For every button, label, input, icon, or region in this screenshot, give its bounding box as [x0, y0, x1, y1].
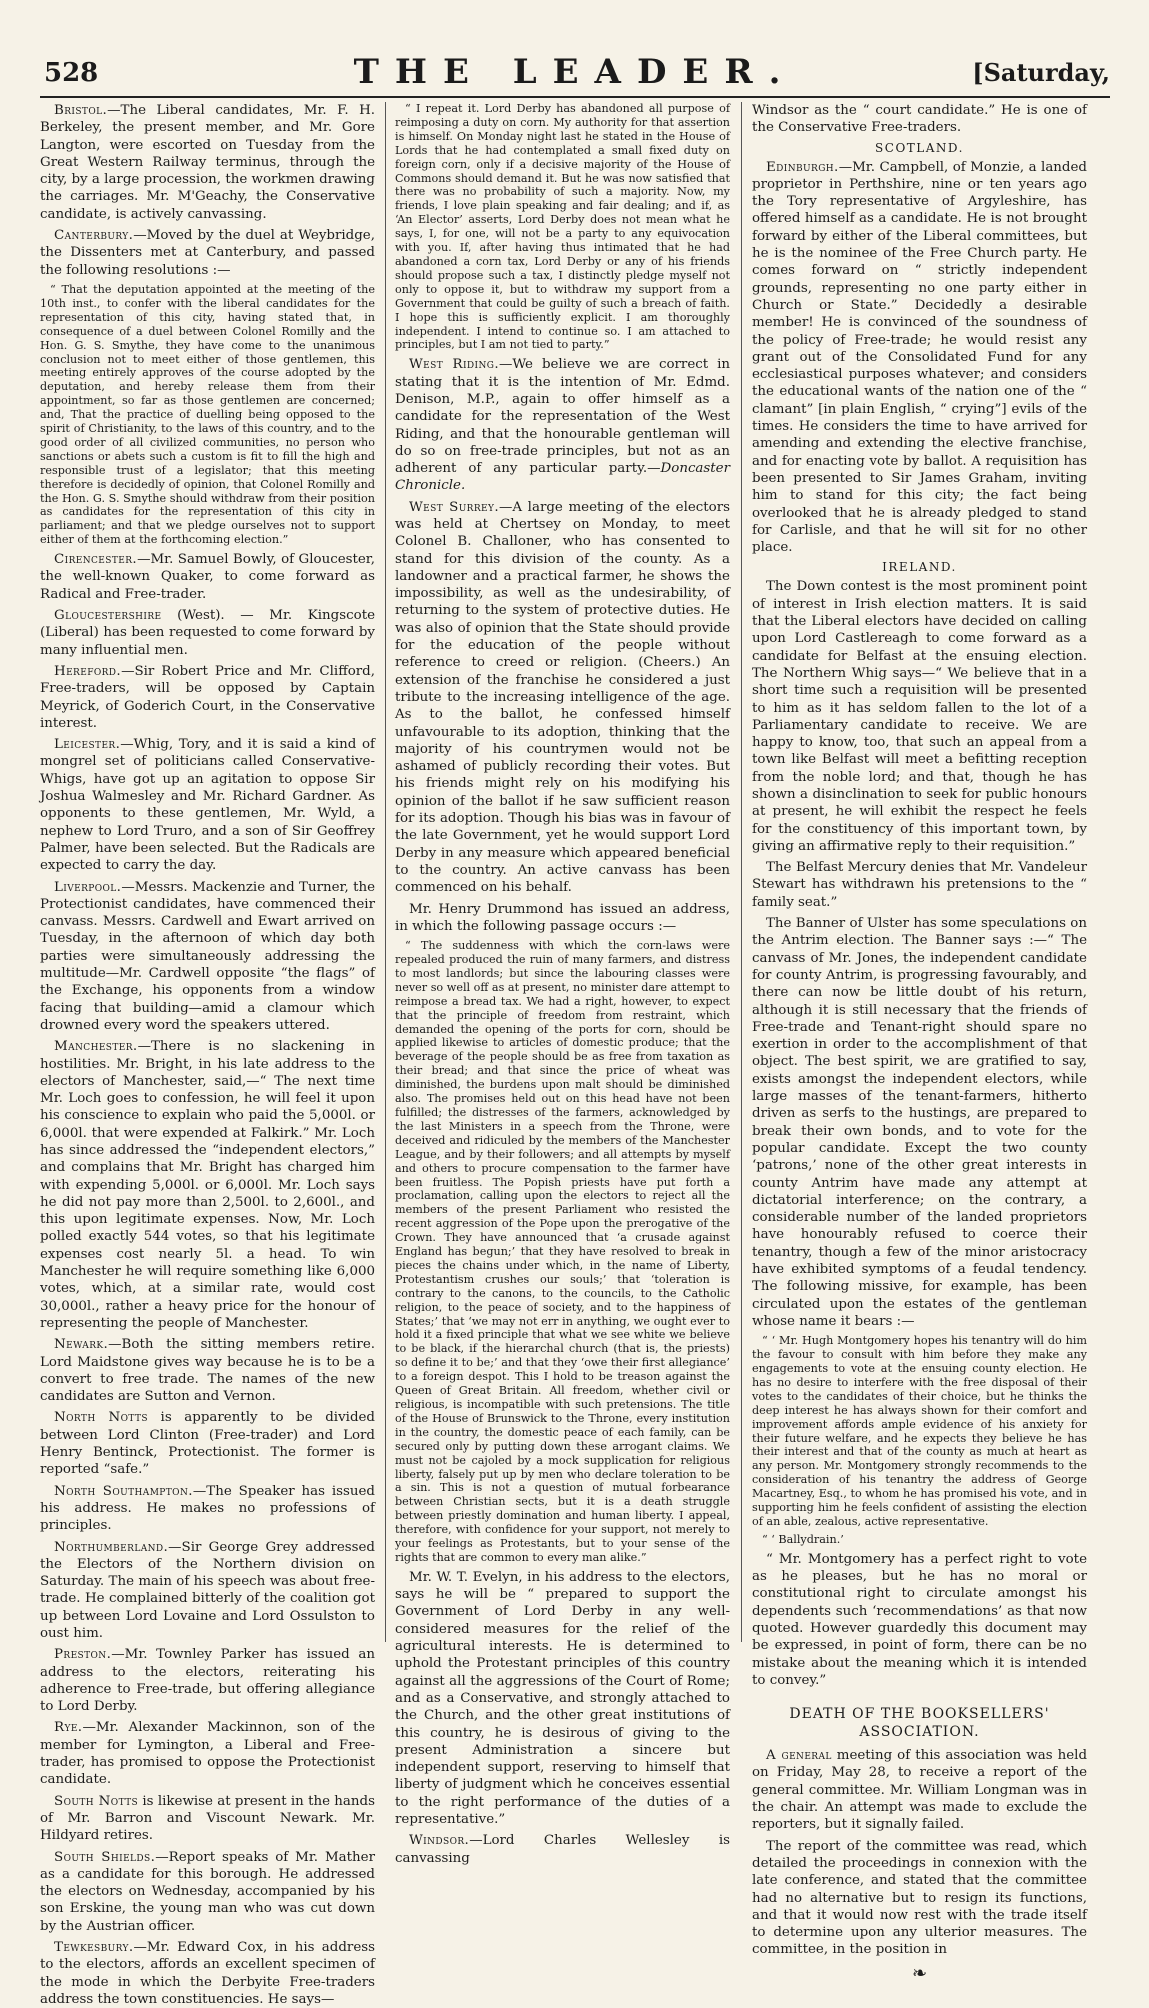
paragraph	[395, 356, 730, 494]
paragraph-text: —The Speaker has issued his address. He makes no professions of principles.	[40, 1483, 375, 1534]
paragraph-lead: Hereford.	[54, 663, 122, 679]
paragraph-text: is apparently to be divided between Lord Clinton (Free-trader) and Lord Henry Bentinck, Protectionist. The former is reported “safe.”	[40, 1410, 376, 1478]
paragraph-text: —Sir Robert Price and Mr. Clifford, Free-traders, will be opposed by Captain Meyrick, of Goderich Court, in the Conservative interest.	[40, 663, 375, 731]
paragraph-lead: Windsor.	[409, 1833, 470, 1849]
fleuron-ornament: ❧	[911, 1962, 928, 1984]
paragraph-lead: Edinburgh.	[766, 159, 839, 175]
paragraph-lead: Preston.	[54, 1647, 112, 1663]
paragraph	[752, 1838, 1087, 1959]
section-heading: SCOTLAND.	[875, 140, 964, 155]
quoted-passage: “ ‘ Ballydrain.’	[762, 1532, 844, 1546]
paragraph	[752, 859, 1087, 911]
newspaper-title: THE LEADER.	[353, 52, 797, 92]
paragraph-lead: West Surrey.	[409, 499, 499, 515]
paragraph-text: —There is no slackening in hostilities. Mr. Bright, in his late address to the electors of Manchester, said,—“ The next time Mr. Loch goes to confession, he will feel it upon his conscience to explain who paid the 5,000l. or 6,000l. that were expended at Falkirk.” Mr. Loch has since addressed the “independent electors,” and complains that Mr. Bright has charged him with expending 5,000l. or 6,000l. Mr. Loch says he did not pay more than 2,500l. to 2,600l., and this upon legitimate expenses. Now, Mr. Loch polled exactly 544 votes, so that his legitimate expenses cost nearly 5l. a head. To win Manchester he will require something like 6,000 votes, which, at a similar rate, would cost 30,000l., rather a heavy price for the honour of representing the people of Manchester.	[40, 1039, 375, 1331]
paragraph	[395, 1832, 730, 1867]
paragraph-text: —Mr. Campbell, of Monzie, a landed proprietor in Perthshire, nine or ten years ago the Tory representative of Argyleshire, has offered himself as a candidate. He is not brought forward by either of the Liberal committees, but he is the nominee of the Free Church party. He comes forward on “ strictly independent grounds, representing no one party either in Church or State.” Decidedly a desirable member! He is convinced of the soundness of the policy of Free-trade; he would resist any grant out of the Consolidated Fund for any ecclesiastical purposes whatever; and considers the educational wants of the nation one of the “ clamant” [in plain English, “ crying”] evils of the times. He considers the time to have arrived for amending and extending the elective franchise, and for enacting vote by ballot. A requisition has been presented to Sir James Graham, inviting him to stand for this city; the fact being overlooked that he is already pledged to stand for Carlisle, and that he will sit for no other place.	[752, 159, 1087, 556]
paragraph	[752, 915, 1087, 1330]
paragraph	[40, 102, 375, 223]
paragraph-lead: North Notts	[54, 1410, 148, 1426]
paragraph	[40, 1038, 375, 1332]
paragraph	[40, 607, 375, 659]
paragraph	[40, 1646, 375, 1715]
paragraph-text: —Both the sitting members retire. Lord Maidstone gives way because he is to be a convert to free trade. The names of the new candidates are Sutton and Vernon.	[40, 1337, 375, 1405]
column-3	[752, 102, 1088, 1984]
paragraph	[752, 1747, 1087, 1833]
paragraph-text: —A large meeting of the electors was held at Chertsey on Monday, to meet Colonel B. Challoner, who has consented to stand for this division of the county. As a landowner and a practical farmer, he shows the impossibility, as well as the undesirability, of returning to the system of protective duties. He was also of opinion that the State should provide for the education of the people without reference to creed or religion. (Cheers.) An extension of the franchise he considered a just tribute to the increasing intelligence of the age. As to the ballot, he confessed himself unfavourable to its adoption, thinking that the majority of his countrymen would not be ashamed of publicly recording their votes. But his friends might rely on his modifying his opinion of the ballot if he saw sufficient reason for its adoption. Though his bias was in favour of the late Government, yet he would support Lord Derby in any measure which appeared beneficial to the country. An active canvass has been commenced on his behalf.	[395, 499, 730, 896]
paragraph-lead: Northumberland.	[54, 1539, 169, 1555]
quoted-passage: “ I repeat it. Lord Derby has abandoned all purpose of reimposing a duty on corn. My authority for that assertion is himself. On Monday night last he stated in the House of Lords that he had contemplated a small fixed duty on foreign corn, only if a decisive majority of the House of Commons should demand it. But he was now satisfied that there was no probability of such a majority. Now, my friends, I love plain speaking and fair dealing; and if, as ‘An Elector’ asserts, Lord Derby does not mean what he says, I, for one, will not be a party to any equivocation with you. If, after having thus intimated that he had abandoned a corn tax, Lord Derby or any of his friends should propose such a tax, I distinctly pledge myself not only to oppose it, but to withdraw my support from a Government that could be guilty of such a breach of faith. I hope this is sufficiently explicit. I am thoroughly independent. I intend to continue so. I am attached to principles, but I am not tied to party.”	[395, 102, 730, 352]
paragraph-lead: West Riding.	[409, 357, 499, 373]
masthead	[40, 50, 1110, 100]
paragraph	[40, 227, 375, 279]
paragraph-text: (West). — Mr. Kingscote (Liberal) has been requested to come forward by many influential men.	[40, 608, 375, 658]
paragraph	[40, 1793, 375, 1845]
article-heading: DEATH OF THE BOOKSELLERS' ASSOCIATION.	[789, 1706, 1050, 1741]
paragraph-text: —Whig, Tory, and it is said a kind of mongrel set of politicians called Conservative-Whigs, have got up an agitation to oppose Sir Joshua Walmesley and Mr. Richard Gardner. As opponents to these gentlemen, Mr. Wyld, a nephew to Lord Truro, and a son of Sir Geoffrey Palmer, have been selected. But the Radicals are expected to carry the day.	[40, 737, 375, 874]
paragraph-lead: Tewkesbury.	[54, 1940, 134, 1956]
paragraph-text: Mr. Henry Drummond has issued an address, in which the following passage occurs :—	[395, 901, 730, 934]
paragraph-lead: Rye.	[54, 1720, 83, 1736]
paragraph-lead: Leicester.	[54, 737, 121, 753]
paragraph	[40, 1539, 375, 1643]
quoted-passage: “ ‘ Mr. Hugh Montgomery hopes his tenantry will do him the favour to consult with him before they make any engagements to vote at the ensuing county election. He has no desire to interfere with the free disposal of their votes to the candidates of their choice, but he thinks the deep interest he has always shown for their comfort and improvement affords ample evidence of his anxiety for their future welfare, and he expects they believe he has their interest and that of the county as much at heart as any person. Mr. Montgomery strongly recommends to the consideration of his tenantry the address of George Macartney, Esq., to whom he has promised his vote, and in supporting him he feels confident of assisting the election of an able, zealous, active representative.	[752, 1334, 1087, 1528]
paragraph	[40, 1719, 375, 1788]
paragraph-text: —Mr. Alexander Mackinnon, son of the member for Lymington, a Liberal and Free-trader, has promised to oppose the Protectionist candidate.	[40, 1720, 375, 1788]
paragraph-lead: Liverpool.	[54, 879, 122, 895]
paragraph-lead: Newark.	[54, 1337, 109, 1353]
column-divider	[741, 102, 742, 1642]
paragraph-text: The Belfast Mercury denies that Mr. Vandeleur Stewart has withdrawn his pretensions to the “ family seat.”	[752, 860, 1087, 910]
paragraph	[752, 578, 1087, 855]
paragraph-lead: North Southampton.	[54, 1483, 193, 1499]
column-2	[395, 102, 731, 1866]
paragraph-text: —Mr. Townley Parker has issued an address to the electors, reiterating his adherence to Free-trade, but offering allegiance to Lord Derby.	[40, 1647, 375, 1715]
column-divider	[385, 102, 386, 1642]
paragraph-text: —Lord Charles Wellesley is canvassing	[395, 1833, 730, 1866]
issue-day: [Saturday,	[972, 58, 1110, 87]
paragraph-text: meeting of this association was held on Friday, May 28, to receive a report of the general committee. Mr. William Longman was in the chair. An attempt was made to exclude the reporters, but it signally failed.	[752, 1748, 1088, 1833]
paragraph	[752, 102, 1087, 137]
paragraph	[40, 879, 375, 1035]
paragraph	[752, 159, 1087, 557]
paragraph-lead: A general	[766, 1748, 832, 1764]
paragraph-text: The report of the committee was read, which detailed the proceedings in connexion with the late conference, and stated that the committee had no alternative but to resign its functions, and that it would now rest with the trade itself to determine upon any ulterior measures. The committee, in the position in	[752, 1838, 1087, 1958]
paragraph-lead: Gloucestershire	[54, 608, 162, 624]
paragraph-lead: Cirencester.	[54, 552, 138, 568]
paragraph	[395, 901, 730, 936]
paragraph	[40, 1336, 375, 1405]
paragraph-text: Windsor as the “ court candidate.” He is one of the Conservative Free-traders.	[752, 103, 1087, 136]
paragraph	[395, 499, 730, 897]
paragraph-lead: Bristol.	[54, 103, 108, 118]
paragraph-text: The Banner of Ulster has some speculations on the Antrim election. The Banner says :—“ The canvass of Mr. Jones, the independent candidate for county Antrim, is progressing favourably, and there can now be little doubt of his return, although it is still necessary that the friends of Free-trade and Tenant-right should spare no exertion in order to the accomplishment of that object. The best spirit, we are gratified to say, exists amongst the independent electors, while large masses of the tenant-farmers, hitherto driven as serfs to the hustings, are prepared to break their own bonds, and to vote for the popular candidate. Except the two county ‘patrons,’ none of the other great interests in county Antrim have made any attempt at dictatorial interference; on the contrary, a considerable number of the landed proprietors have honourably refused to coerce their tenantry, though a few of the minor aristocracy have exhibited symptoms of a feudal tendency. The following missive, for example, has been circulated upon the estates of the gentleman whose name it bears :—	[752, 916, 1087, 1329]
paragraph	[40, 663, 375, 732]
paragraph	[395, 1569, 730, 1828]
paragraph-text: —We believe we are correct in stating that it is the intention of Mr. Edmd. Denison, M.P., again to offer himself as a candidate for the representation of the West Riding, and that the honourable gentleman will do so on free-trade principles, but not as an adherent of any particular party.—	[395, 357, 731, 477]
section-heading: IRELAND.	[882, 560, 957, 575]
column-1	[40, 102, 376, 2007]
paragraph	[40, 1409, 375, 1478]
page-number: 528	[44, 58, 99, 88]
paragraph	[40, 551, 375, 603]
paragraph-lead: South Shields.	[54, 1849, 156, 1865]
paragraph-text: is likewise at present in the hands of Mr. Barron and Viscount Newark. Mr. Hildyard retires.	[40, 1793, 375, 1844]
paragraph-text: —Report speaks of Mr. Mather as a candidate for this borough. He addressed the electors on Wednesday, accompanied by his son Erskine, the young man who was cut down by the Austrian officer.	[40, 1849, 375, 1934]
paragraph	[752, 1551, 1087, 1689]
masthead-rule	[40, 96, 1110, 98]
paragraph-text: Mr. W. T. Evelyn, in his address to the electors, says he will be “ prepared to support the Government of Lord Derby in any well-considered measures for the relief of the agricultural interests. He is determined to uphold the Protestant principles of this country against all the aggressions of the Court of Rome; and as a Conservative, and strongly attached to the Church, and the other great institutions of this country, he is desirous of giving to the present Administration a sincere but independent support, reserving to himself that liberty of judgment which he conceives essential to the right performance of the duties of a representative.”	[395, 1569, 730, 1828]
article-columns	[40, 102, 1115, 2007]
source-citation: Doncaster Chronicle.	[395, 461, 730, 494]
paragraph-lead: Manchester.	[54, 1039, 138, 1055]
paragraph-text: The Down contest is the most prominent point of interest in Irish election matters. It is said that the Liberal electors have decided on calling upon Lord Castlereagh to come forward as a candidate for Belfast at the ensuing election. The Northern Whig says—“ We believe that in a short time such a requisition will be presented to him as it has seldom fallen to the lot of a Parliamentary candidate to receive. We are happy to know, too, that such an appeal from a town like Belfast will meet a befitting reception from the noble lord; and that, though he has shown a disinclination to seek for public honours at present, he will exhibit the respect he feels for the constituency of this important town, by giving an affirmative reply to their requisition.”	[752, 579, 1087, 854]
paragraph	[40, 1939, 375, 2008]
paragraph-lead: South Notts	[54, 1793, 139, 1809]
paragraph-text: —Mr. Edward Cox, in his address to the electors, affords an excellent specimen of the mode in which the Derbyite Free-traders address the town constituencies. He says—	[40, 1940, 375, 2007]
paragraph-lead: Canterbury.	[54, 228, 134, 244]
paragraph-text: “ Mr. Montgomery has a perfect right to vote as he pleases, but he has no moral or constitutional right to circulate amongst his dependents such ‘recommendations’ as that now quoted. However guardedly this document may be expressed, in point of form, there can be no mistake about the meaning which it is intended to convey.”	[752, 1551, 1087, 1688]
quoted-passage: “ That the deputation appointed at the meeting of the 10th inst., to confer with the liberal candidates for the representation of this city, having stated that, in consequence of a duel between Colonel Romilly and the Hon. G. S. Smythe, they have come to the unanimous conclusion not to meet either of those gentlemen, this meeting entirely approves of the course adopted by the deputation, and hereby release them from their appointment, so far as those gentlemen are concerned; and, That the practice of duelling being opposed to the spirit of Christianity, to the laws of this country, and to the good order of all civilized communities, no person who sanctions or abets such a custom is fit to fill the high and responsible trust of a legislator; that this meeting therefore is decidedly of opinion, that Colonel Romilly and the Hon. G. S. Smythe should withdraw from their position as candidates for the representation of this city in parliament; and that we pledge ourselves not to support either of them at the forthcoming election.”	[40, 282, 375, 547]
paragraph-text: —Messrs. Mackenzie and Turner, the Protectionist candidates, have commenced their canvass. Messrs. Cardwell and Ewart arrived on Tuesday, in the afternoon of which day both parties were simultaneously addressing the multitude—Mr. Cardwell opposite “the flags” of the Exchange, his opponents from a window facing that building—amid a clamour which drowned every word the speakers uttered.	[40, 879, 375, 1033]
paragraph-text: —Sir George Grey addressed the Electors of the Northern division on Saturday. The main of his speech was about free-trade. He complained bitterly of the coalition got up between Lord Lovaine and Lord Ossulston to oust him.	[40, 1539, 375, 1641]
paragraph	[40, 1483, 375, 1535]
paragraph	[40, 1849, 375, 1935]
paragraph-text: —Mr. Samuel Bowly, of Gloucester, the well-known Quaker, to come forward as Radical and Free-trader.	[40, 552, 375, 602]
paragraph-text: —Moved by the duel at Weybridge, the Dissenters met at Canterbury, and passed the following resolutions :—	[40, 228, 375, 278]
quoted-passage: “ The suddenness with which the corn-laws were repealed produced the ruin of many farmers, and distress to most landlords; but since the labouring classes were never so well off as at present, no minister dare attempt to reimpose a bread tax. We had a right, however, to expect that the principle of freedom from restraint, which demanded the opening of the ports for corn, should be applied likewise to articles of domestic produce; that the beverage of the people should be as free from taxation as their bread; and that since the price of wheat was diminished, the burdens upon malt should be diminished also. The promises held out on this head have not been fulfilled; the distresses of the farmers, acknowledged by the last Ministers in a speech from the Throne, were deceived and ridiculed by the members of the Manchester League, and by their followers; and all attempts by myself and others to procure compensation to the farmer have been fruitless. The Popish priests have put forth a proclamation, calling upon the electors to reject all the members of the present Parliament who resisted the recent aggression of the Pope upon the prerogative of the Crown. They have announced that ‘a crusade against England has begun;’ that they have resolved to break in pieces the chains under which, in the name of Liberty, Protestantism crushes our souls;’ that ‘toleration is contrary to the canons, to the councils, to the Catholic religion, to the peace of society, and to the happiness of States;’ that ‘we may not err in anything, we ought ever to hold it a fixed principle that what we see white we believe to be black, if the hierarchal church (that is, the priests) so define it to be;’ and that they ‘owe their first allegiance’ to a foreign despot. This I hold to be treason against the Queen of Great Britain. All freedom, whether civil or religious, is incompatible with such pretensions. The title of the House of Brunswick to the Throne, every institution in the country, the domestic peace of each family, can be secured only by putting down these arrogant claims. We must not be cajoled by a mock supplication for religious liberty, falsely put up by men who declare toleration to be a sin. This is not a question of mutual forbearance between Christian sects, but it is a death struggle between priestly domination and human liberty. I appeal, therefore, with confidence for your support, not merely to your feelings as Protestants, but to your sense of the rights that are common to every man alike.”	[395, 939, 730, 1564]
paragraph-text: —The Liberal candidates, Mr. F. H. Berkeley, the present member, and Mr. Gore Langton, were escorted on Tuesday from the Great Western Railway terminus, through the city, by a large procession, the workmen drawing the carriages. Mr. M'Geachy, the Conservative candidate, is actively canvassing.	[40, 103, 375, 222]
paragraph	[40, 736, 375, 874]
